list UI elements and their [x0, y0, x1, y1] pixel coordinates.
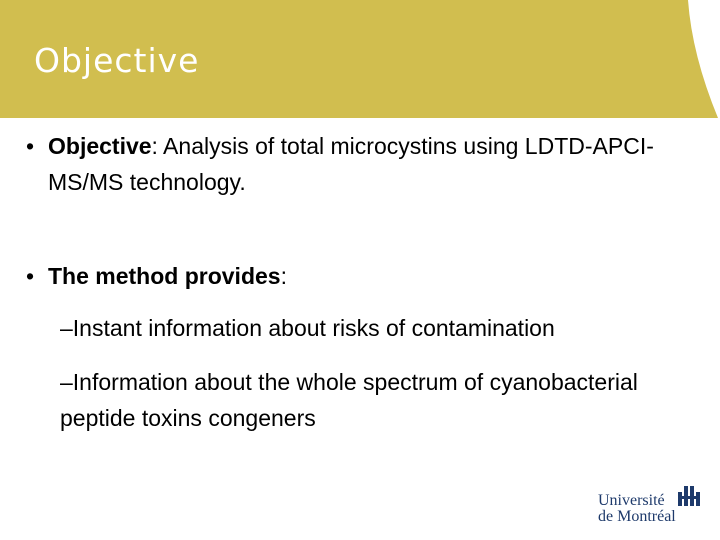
bullet-body: :: [280, 263, 287, 289]
bullet-bold-label: Objective: [48, 133, 152, 159]
bullet-body: : Analysis of total microcystins using LDTD-APCI-MS/MS technology.: [48, 133, 654, 195]
university-logo: [598, 484, 708, 528]
bullet-text: [26, 128, 686, 200]
bullet-dot: •: [26, 133, 35, 159]
logo-text-line2: de Montréal: [598, 508, 676, 525]
bullet-method: [26, 258, 686, 294]
logo-text-line1: Université: [598, 492, 665, 509]
slide-title: Objective: [34, 41, 200, 80]
sub-bullet-instant-info: –Instant information about risks of contamination: [60, 315, 555, 341]
bullet-text: [26, 258, 686, 294]
bullet-objective: [26, 128, 686, 200]
bullet-bold-label: The method provides: [48, 263, 281, 289]
sub-bullet-spectrum-info: –Information about the whole spectrum of cyanobacterial peptide toxins congeners: [60, 369, 638, 431]
logo-mark-icon: [676, 484, 704, 508]
bullet-dot: •: [26, 263, 35, 289]
